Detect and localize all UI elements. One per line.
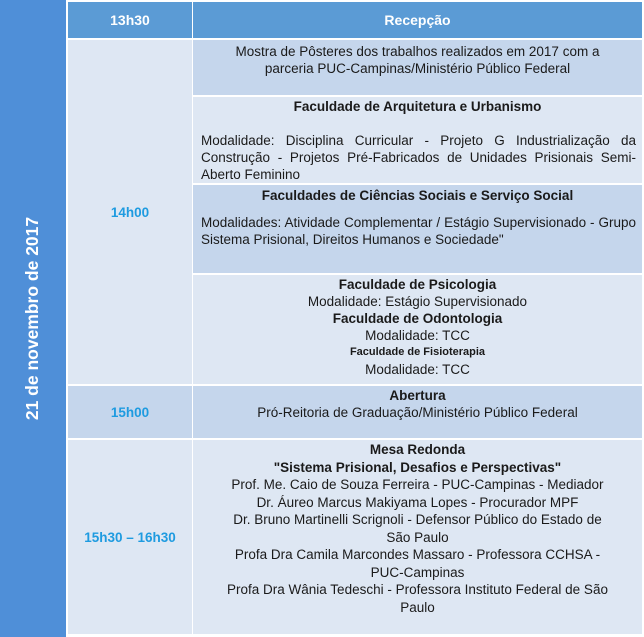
mesa-redonda-cell bbox=[193, 440, 642, 634]
abertura-title: Abertura bbox=[389, 388, 446, 403]
psicologia-modalidade: Modalidade: Estágio Supervisionado bbox=[307, 294, 528, 309]
panelist: Dr. Bruno Martinelli Scrignoli - Defensor Público do Estado de bbox=[233, 512, 602, 527]
panelist: PUC-Campinas bbox=[370, 564, 465, 580]
time-label: 15h00 bbox=[110, 404, 150, 420]
mesa-title: Mesa Redonda bbox=[369, 442, 466, 457]
time-label: 14h00 bbox=[110, 204, 150, 220]
fisioterapia-title: Faculdade de Fisioterapia bbox=[349, 346, 486, 358]
mesa-subtitle: "Sistema Prisional, Desafios e Perspectivas" bbox=[273, 459, 562, 475]
odontologia-title: Faculdade de Odontologia bbox=[332, 311, 503, 326]
abertura-text: Pró-Reitoria de Graduação/Ministério Público Federal bbox=[257, 405, 578, 420]
panelist: Profa Dra Wânia Tedeschi - Professora Instituto Federal de São bbox=[227, 582, 608, 597]
time-label: 15h30 – 16h30 bbox=[84, 529, 176, 545]
posters-line: Mostra de Pôsteres dos trabalhos realizados em 2017 com a bbox=[235, 44, 600, 59]
psicologia-title: Faculdade de Psicologia bbox=[338, 277, 497, 292]
time-cell-14h00 bbox=[68, 40, 192, 384]
date-column bbox=[0, 0, 66, 637]
panelist: São Paulo bbox=[386, 529, 449, 545]
posters-line: parceria PUC-Campinas/Ministério Público Federal bbox=[264, 61, 571, 76]
header-event: Recepção bbox=[193, 2, 642, 38]
panelist: Dr. Áureo Marcus Makiyama Lopes - Procurador MPF bbox=[256, 494, 579, 510]
odontologia-modalidade: Modalidade: TCC bbox=[365, 328, 470, 343]
panelist: Prof. Me. Caio de Souza Ferreira - PUC-Campinas - Mediador bbox=[231, 477, 604, 492]
sociais-cell bbox=[193, 185, 642, 273]
arquitetura-text: Modalidade: Disciplina Curricular - Projeto G Industrialização da Construção - Projetos Pré-Fabricados de Unidades Prisionais Semi-Aberto Feminino bbox=[201, 133, 636, 182]
abertura-cell bbox=[193, 386, 642, 438]
sociais-text: Modalidades: Atividade Complementar / Estágio Supervisionado - Grupo Sistema Prisional, Direitos Humanos e Sociedade" bbox=[201, 215, 636, 247]
panelist: Paulo bbox=[400, 599, 435, 615]
panelist: Profa Dra Camila Marcondes Massaro - Professora CCHSA - bbox=[234, 547, 601, 562]
time-cell-15h30 bbox=[68, 440, 192, 634]
header-time: 13h30 bbox=[68, 2, 192, 38]
saude-cell bbox=[193, 275, 642, 384]
arquitetura-cell bbox=[193, 97, 642, 183]
time-cell-15h00 bbox=[68, 386, 192, 438]
arquitetura-title: Faculdade de Arquitetura e Urbanismo bbox=[293, 99, 542, 114]
posters-cell bbox=[193, 40, 642, 95]
date-label: 21 de novembro de 2017 bbox=[22, 216, 43, 421]
sociais-title: Faculdades de Ciências Sociais e Serviço Social bbox=[261, 188, 574, 203]
fisioterapia-modalidade: Modalidade: TCC bbox=[365, 362, 470, 377]
